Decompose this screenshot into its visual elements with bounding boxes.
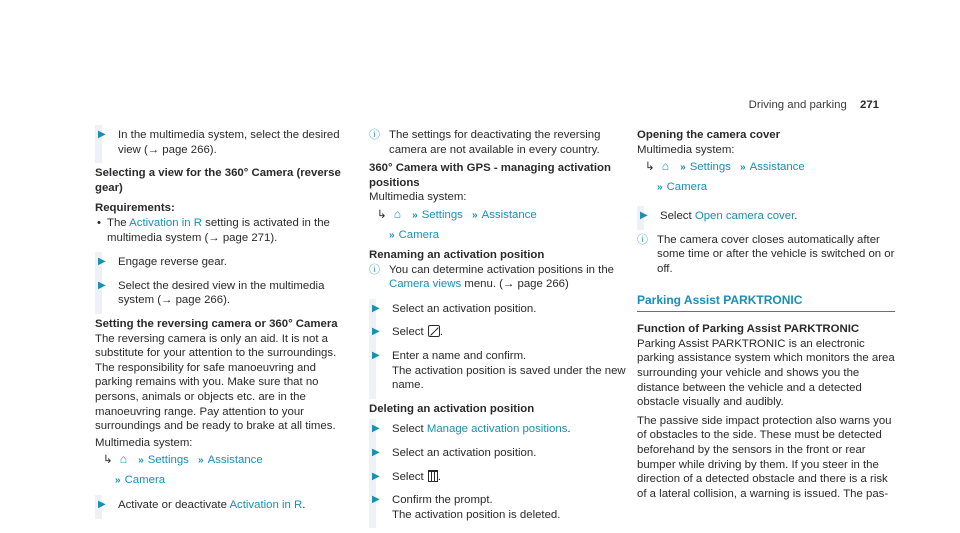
page-header: [749, 98, 879, 113]
activation-in-r-link[interactable]: Activation in R: [129, 216, 202, 229]
activation-in-r-link[interactable]: Activation in R: [229, 499, 303, 512]
return-arrow-icon: ↳: [103, 454, 113, 467]
step-text: Confirm the prompt.: [392, 494, 493, 507]
column-2: [369, 128, 627, 531]
note-cover-closes: [637, 233, 895, 277]
return-arrow-icon: ↳: [377, 208, 387, 221]
body-paragraph: The reversing camera is only an aid. It is not a substitute for your attention to the surroundings. The responsibility for safe manoeuvring and parking remains with you. Make sure that no persons, animals or objects etc. are in the manoeuvring range. Pay attention to your surroundings and be ready to brake at all times.: [95, 332, 337, 433]
requirement-text: The: [107, 216, 130, 229]
multimedia-label: Multimedia system:: [369, 191, 467, 204]
step-text: Select: [392, 423, 427, 436]
step-select-delete: ▶ Select .: [369, 470, 627, 485]
step-arrow-icon: ▶: [372, 470, 380, 482]
chevron-right-icon: »: [389, 229, 395, 241]
column-1: [95, 128, 345, 522]
nav-settings[interactable]: Settings: [147, 454, 189, 467]
step-arrow-icon: ▶: [98, 256, 106, 268]
chevron-right-icon: »: [115, 475, 121, 487]
nav-path-2: [369, 227, 627, 244]
step-arrow-icon: ▶: [372, 349, 380, 361]
step-text: Activate or deactivate: [118, 499, 230, 512]
heading-delete: Deleting an activation position: [369, 402, 535, 415]
step-text: Select an activation position.: [392, 446, 537, 459]
info-icon: ⓘ: [369, 129, 380, 141]
heading-gps: 360° Camera with GPS - managing activation positions: [369, 162, 611, 189]
multimedia-label: Multimedia system:: [95, 436, 193, 449]
nav-camera[interactable]: Camera: [666, 181, 708, 194]
step-arrow-icon: ▶: [98, 499, 106, 511]
step-arrow-icon: ▶: [372, 446, 380, 458]
step-text: Select: [392, 326, 424, 339]
step-open-cover: [637, 209, 895, 224]
step-text: Select: [660, 210, 695, 223]
nav-path-2: [637, 179, 895, 196]
nav-assistance[interactable]: Assistance: [207, 454, 263, 467]
step-result: The activation position is saved under the new name.: [392, 364, 626, 392]
step-text: Select: [392, 470, 424, 483]
step-text: Select the desired view in the multimedia system (→ page 266).: [118, 279, 325, 307]
step-text: Enter a name and confirm.: [392, 349, 527, 362]
section-heading-parktronic: Parking Assist PARKTRONIC: [637, 293, 895, 313]
open-camera-cover-link[interactable]: Open camera cover: [694, 210, 795, 223]
step-text: Select an activation position.: [392, 302, 537, 315]
step-text: In the multimedia system, select the desired view (→ page 266).: [118, 129, 340, 156]
step-arrow-icon: ▶: [640, 210, 648, 222]
heading-rename: Renaming an activation position: [369, 248, 545, 261]
step-select-desired-view: [95, 279, 345, 308]
step-result: The activation position is deleted.: [392, 508, 561, 521]
nav-path: [369, 206, 627, 224]
nav-camera[interactable]: Camera: [124, 474, 166, 487]
step-engage-reverse: [95, 255, 345, 270]
nav-path: [95, 451, 345, 469]
step-text-end: .: [794, 210, 798, 223]
step-arrow-icon: ▶: [372, 423, 380, 435]
step-select-edit: ▶ Select .: [369, 325, 627, 340]
step-arrow-icon: ▶: [98, 129, 106, 140]
heading-setting-camera: Setting the reversing camera or 360° Camera: [95, 317, 338, 330]
requirement-text-end: setting is activated in the multimedia system (→ page 271).: [107, 216, 330, 244]
nav-assistance[interactable]: Assistance: [749, 161, 805, 174]
note-camera-views: [369, 263, 627, 292]
nav-assistance[interactable]: Assistance: [481, 208, 537, 221]
nav-settings[interactable]: Settings: [689, 161, 731, 174]
heading-selecting-view: Selecting a view for the 360° Camera (reverse gear): [95, 167, 341, 194]
step-enter-name: [369, 349, 627, 393]
step-arrow-icon: ▶: [98, 279, 106, 291]
step-select-position: [369, 302, 627, 317]
camera-views-link[interactable]: Camera views: [389, 278, 462, 291]
home-icon[interactable]: ⌂: [393, 206, 401, 221]
nav-path-2: [95, 472, 345, 489]
chevron-right-icon: »: [657, 182, 663, 194]
note-text: The camera cover closes automatically after some time or after the vehicle is switched on or off.: [657, 233, 895, 275]
step-select-position-2: [369, 446, 627, 461]
requirements-label: Requirements:: [95, 202, 175, 215]
pencil-icon[interactable]: [428, 325, 440, 337]
chevron-right-icon: »: [680, 162, 686, 174]
paragraph-1: Parking Assist PARKTRONIC is an electronic parking assistance system which monitors the area surrounding your vehicle and shows you the distance between the vehicle and a detected obstacle visually and audibly.: [637, 337, 895, 409]
trash-icon[interactable]: [428, 470, 438, 482]
step-manage: [369, 422, 627, 437]
chevron-right-icon: »: [412, 209, 418, 221]
note-text: The settings for deactivating the reversing camera are not available in every country.: [389, 129, 601, 156]
step-confirm: [369, 493, 627, 522]
step-text-end: .: [567, 423, 571, 436]
step-arrow-icon: ▶: [372, 302, 380, 314]
home-icon[interactable]: ⌂: [661, 159, 669, 174]
step-arrow-icon: ▶: [372, 494, 380, 506]
info-icon: ⓘ: [637, 233, 648, 246]
page-number: 271: [859, 99, 879, 111]
info-icon: ⓘ: [369, 263, 380, 276]
section-title: Driving and parking: [748, 99, 847, 111]
nav-settings[interactable]: Settings: [421, 208, 463, 221]
step-activate: [95, 498, 345, 513]
chevron-right-icon: »: [740, 162, 746, 174]
manage-positions-link[interactable]: Manage activation positions: [426, 423, 568, 436]
nav-path: [637, 158, 895, 176]
chevron-right-icon: »: [198, 455, 204, 467]
chevron-right-icon: »: [472, 209, 478, 221]
note-text-end: menu. (→ page 266): [461, 278, 569, 291]
requirement-item: [95, 216, 345, 245]
heading-opening-cover: Opening the camera cover: [637, 129, 781, 141]
heading-function-parktronic: Function of Parking Assist PARKTRONIC: [637, 323, 860, 336]
step-select-view: [95, 128, 345, 157]
step-text: Engage reverse gear.: [118, 256, 227, 269]
note-deactivating: [369, 128, 627, 157]
multimedia-label: Multimedia system:: [637, 143, 735, 156]
step-text-end: .: [302, 499, 306, 512]
column-3: [637, 128, 895, 501]
return-arrow-icon: ↳: [645, 161, 655, 174]
nav-camera[interactable]: Camera: [398, 228, 440, 241]
step-arrow-icon: ▶: [372, 326, 380, 338]
paragraph-2: The passive side impact protection also warns you of obstacles to the side. These must be detected beforehand by the sensors in the front or rear bumper while driving by them. If you steer in the direction of a detected obstacle and there is a risk of a lateral collision, a warning is issued. The pas-: [637, 414, 892, 500]
home-icon[interactable]: ⌂: [119, 452, 127, 467]
note-text: You can determine activation positions in the: [389, 263, 615, 276]
chevron-right-icon: »: [138, 455, 144, 467]
